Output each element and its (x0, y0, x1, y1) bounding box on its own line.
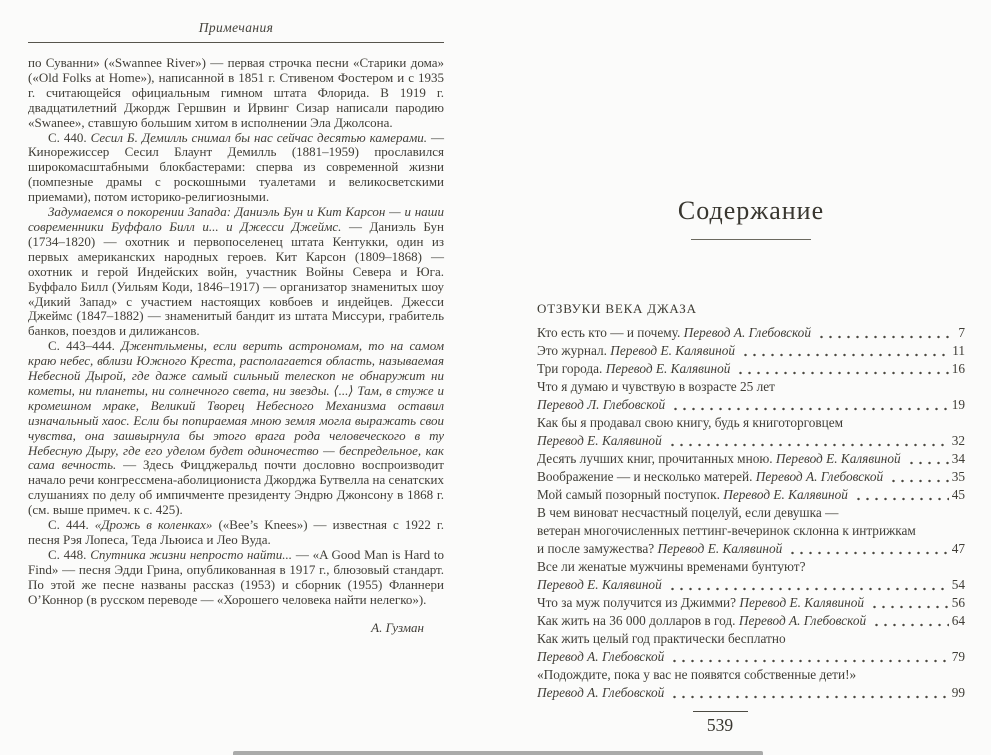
toc-entry-text (537, 666, 856, 684)
dot-leader (817, 335, 955, 339)
toc-entry-text (537, 468, 883, 486)
dot-leader (670, 695, 948, 699)
note-paragraph (28, 131, 444, 206)
toc-entry-text (537, 594, 864, 612)
toc-row (537, 684, 965, 702)
toc-row (537, 540, 965, 558)
toc-row (537, 558, 965, 576)
toc-page-number: 54 (951, 577, 965, 592)
text-run: С. 444. (48, 517, 95, 533)
toc-row (537, 666, 965, 684)
left-page-notes (28, 20, 444, 636)
toc-row (537, 396, 965, 414)
italic-run: Перевод А. Глебовской (738, 613, 867, 628)
dot-leader (736, 371, 948, 375)
text-run: В чем виноват несчастный поцелуй, если девушка — (537, 505, 839, 520)
note-paragraph (28, 339, 444, 518)
italic-run: Перевод Л. Глебовской (537, 397, 666, 412)
text-run: Три города. (537, 361, 606, 376)
toc-entry-text (537, 396, 665, 414)
toc-page-number: 16 (951, 361, 965, 376)
toc-row (537, 594, 965, 612)
italic-run: Перевод Е. Калявиной (610, 343, 736, 358)
text-run: Как бы я продавал свою книгу, будь я книготорговцем (537, 415, 844, 430)
italic-run: «Дрожь в коленках» (94, 517, 213, 533)
italic-run: Перевод А. Глебовской (683, 325, 811, 340)
italic-run: Перевод А. Глебовской (537, 685, 665, 700)
text-run: Как жить на 36 000 долларов в год. (537, 613, 739, 628)
italic-run: Перевод Е. Калявиной (605, 361, 731, 376)
text-run: Что за муж получится из Джимми? (537, 595, 740, 610)
text-run: Мой самый позорный поступок. (537, 487, 724, 502)
toc-row (537, 468, 965, 486)
dot-leader (788, 551, 948, 555)
text-run: — Кинорежиссер Сесил Блаунт Демилль (1881–1959) прославился широкомасштабными блокбастерами: сперва из современной жизни (помпезные драмы с роскошными туалетами и великосветскими приемами), потом историко-религиозными. (28, 129, 445, 205)
text-run: Кто есть кто — и почему. (537, 325, 684, 340)
text-run: Все ли женатые мужчины временами бунтуют? (537, 559, 806, 574)
text-run: Что я думаю и чувствую в возрасте 25 лет (537, 379, 775, 394)
dot-leader (854, 497, 949, 501)
toc-title: Содержание (677, 196, 825, 225)
text-run: — «A Good Man is Hard to Find» — песня Эдди Грина, опубликованная в 1917 г., блюзовый стандарт. По этой же песне названы рассказ (1953) и сборник (1955) Фланнери О’Коннор (в русском переводе — «Хорошего человека найти нелегко»). (28, 546, 444, 607)
toc-page-number: 7 (958, 325, 965, 340)
toc-list (537, 324, 965, 702)
text-run: Десять лучших книг, прочитанных мною. (537, 451, 776, 466)
toc-page-number: 99 (951, 685, 965, 700)
toc-entry-text (537, 612, 866, 630)
toc-row (537, 504, 965, 522)
toc-entry-text (537, 486, 848, 504)
toc-page-number: 11 (952, 343, 965, 358)
text-run: С. 440. (48, 129, 91, 145)
header-rule (28, 42, 444, 43)
notes-body (28, 56, 444, 608)
toc-page-number: 35 (951, 469, 965, 484)
italic-run: Перевод Е. Калявиной (775, 451, 901, 466)
toc-row (537, 378, 965, 396)
toc-row (537, 612, 965, 630)
text-run: Воображение — и несколько матерей. (537, 469, 756, 484)
toc-row (537, 648, 965, 666)
italic-run: Сесил Б. Демилль снимал бы нас сейчас десятью камерами. (90, 129, 428, 145)
running-head: Примечания (198, 20, 274, 35)
toc-row (537, 360, 965, 378)
dot-leader (889, 479, 949, 483)
right-page-toc (537, 0, 965, 755)
text-run: ветеран многочисленных петтинг-вечеринок склонна к интрижкам (537, 523, 916, 538)
toc-row (537, 342, 965, 360)
toc-row (537, 432, 965, 450)
toc-entry-text (537, 342, 735, 360)
toc-row (537, 450, 965, 468)
title-rule (691, 239, 811, 240)
text-run: — Даниэль Бун (1734–1820) — охотник и первопоселенец штата Кентукки, один из первых американских народных героев. Кит Карсон (1809–1868) — охотник и герой Индейских войн, участник Войны Севера и Юга. Буффало Билл (Уильям Коди, 1846–1917) — организатор знаменитых шоу «Дикий Запад» с участием настоящих ковбоев и индейцев. Джесси Джеймс (1847–1882) — знаменитый бандит из штата Миссури, грабитель банков, поездов и дилижансов. (28, 218, 444, 339)
italic-run: Перевод Е. Калявиной (537, 433, 662, 448)
toc-section-heading: ОТЗВУКИ ВЕКА ДЖАЗА (537, 301, 697, 316)
dot-leader (741, 353, 949, 357)
page-folio (670, 705, 770, 736)
italic-run: Задумаемся о покорении Запада: Даниэль Бун и Кит Карсон — и наши современники Буффало Билл и... и Джесси Джеймс. (28, 204, 444, 234)
toc-page-number: 19 (951, 397, 965, 412)
toc-entry-text (537, 414, 843, 432)
italic-run: Перевод Е. Калявиной (739, 595, 865, 610)
dot-leader (670, 659, 948, 663)
toc-entry-text (537, 648, 664, 666)
folio-rule (693, 711, 748, 712)
toc-page-number: 32 (951, 433, 965, 448)
italic-run: Перевод А. Глебовской (537, 649, 665, 664)
text-run: С. 443–444. (48, 338, 121, 354)
toc-entry-text (537, 684, 664, 702)
toc-page-number: 45 (951, 487, 965, 502)
toc-row (537, 630, 965, 648)
toc-entry-text (537, 504, 838, 522)
toc-entry-text (537, 630, 786, 648)
text-run: по Суванни» («Swannee River») — первая строчка песни «Старики дома» («Old Folks at Home»), написанной в 1851 г. Стивеном Фостером и с 1935 г. считающейся официальным гимном штата Флорида. В 1919 г. двадцатилетний Джордж Гершвин и Ирвинг Сизар написали пародию «Swanee», ставшую большим хитом в исполнении Эла Джолсона. (28, 55, 444, 130)
toc-entry-text (537, 432, 662, 450)
dot-leader (668, 443, 949, 447)
italic-run: Перевод Е. Калявиной (537, 577, 662, 592)
italic-run: Джентльмены, если верить астрономам, то на самом краю небес, вблизи Южного Креста, располагается область, называемая Небесной Дырой, где даже самый сильный телескоп не обнаружит ни кометы, ни планеты, ни солнечного света, ни звезды. ⟨...⟩ Там, в стуже и кромешном мраке, Великий Творец Небесного Механизма оставил изначальный хаос. Если бы попираемая мною земля могла выражать свои чувства, она зашвырнула бы этого врага рода человеческого в ту Небесную Дыру, где его уделом будет одиночество — беспредельное, как сама вечность. (28, 338, 444, 473)
toc-page-number: 79 (951, 649, 965, 664)
toc-entry-text (537, 576, 662, 594)
note-paragraph (28, 548, 444, 608)
text-run: («Bee’s Knees») — известная с 1922 г. песня Рэя Лопеса, Теда Льюиса и Лео Вуда. (28, 517, 444, 547)
page-number: 539 (706, 715, 734, 735)
toc-page-number: 47 (951, 541, 965, 556)
italic-run: Перевод Е. Калявиной (657, 541, 783, 556)
dot-leader (872, 623, 949, 627)
toc-entry-text (537, 450, 901, 468)
italic-run: Перевод А. Глебовской (755, 469, 884, 484)
editor-signature: А. Гузман (371, 619, 424, 635)
toc-entry-text (537, 522, 916, 540)
toc-row (537, 576, 965, 594)
toc-entry-text (537, 540, 782, 558)
text-run: — Здесь Фицджеральд почти дословно воспроизводит начало речи конгрессмена-аболициониста Джорджа Бутвелла на сенатских слушаниях по делу об импичменте президенту Эндрю Джонсону в 1868 г. (см. выше примеч. к с. 425). (28, 457, 444, 518)
text-run: «Подождите, пока у вас не появятся собственные дети!» (537, 667, 857, 682)
dot-leader (668, 587, 949, 591)
italic-run: Спутника жизни непросто найти... (90, 546, 293, 562)
text-run: Это журнал. (537, 343, 611, 358)
note-paragraph (28, 518, 444, 548)
toc-page-number: 56 (951, 595, 965, 610)
book-edge-shadow (233, 751, 763, 755)
toc-row (537, 522, 965, 540)
toc-page-number: 34 (951, 451, 965, 466)
toc-entry-text (537, 324, 811, 342)
text-run: Как жить целый год практически бесплатно (537, 631, 786, 646)
toc-row (537, 486, 965, 504)
note-paragraph (28, 205, 444, 339)
toc-row (537, 414, 965, 432)
toc-entry-text (537, 378, 775, 396)
dot-leader (907, 461, 949, 465)
text-run: и после замужества? (537, 541, 658, 556)
toc-entry-text (537, 360, 730, 378)
italic-run: Перевод Е. Калявиной (723, 487, 848, 502)
text-run: С. 448. (48, 546, 91, 562)
dot-leader (870, 605, 949, 609)
note-paragraph (28, 56, 444, 131)
toc-row (537, 324, 965, 342)
dot-leader (671, 407, 948, 411)
toc-page-number: 64 (951, 613, 965, 628)
toc-entry-text (537, 558, 806, 576)
